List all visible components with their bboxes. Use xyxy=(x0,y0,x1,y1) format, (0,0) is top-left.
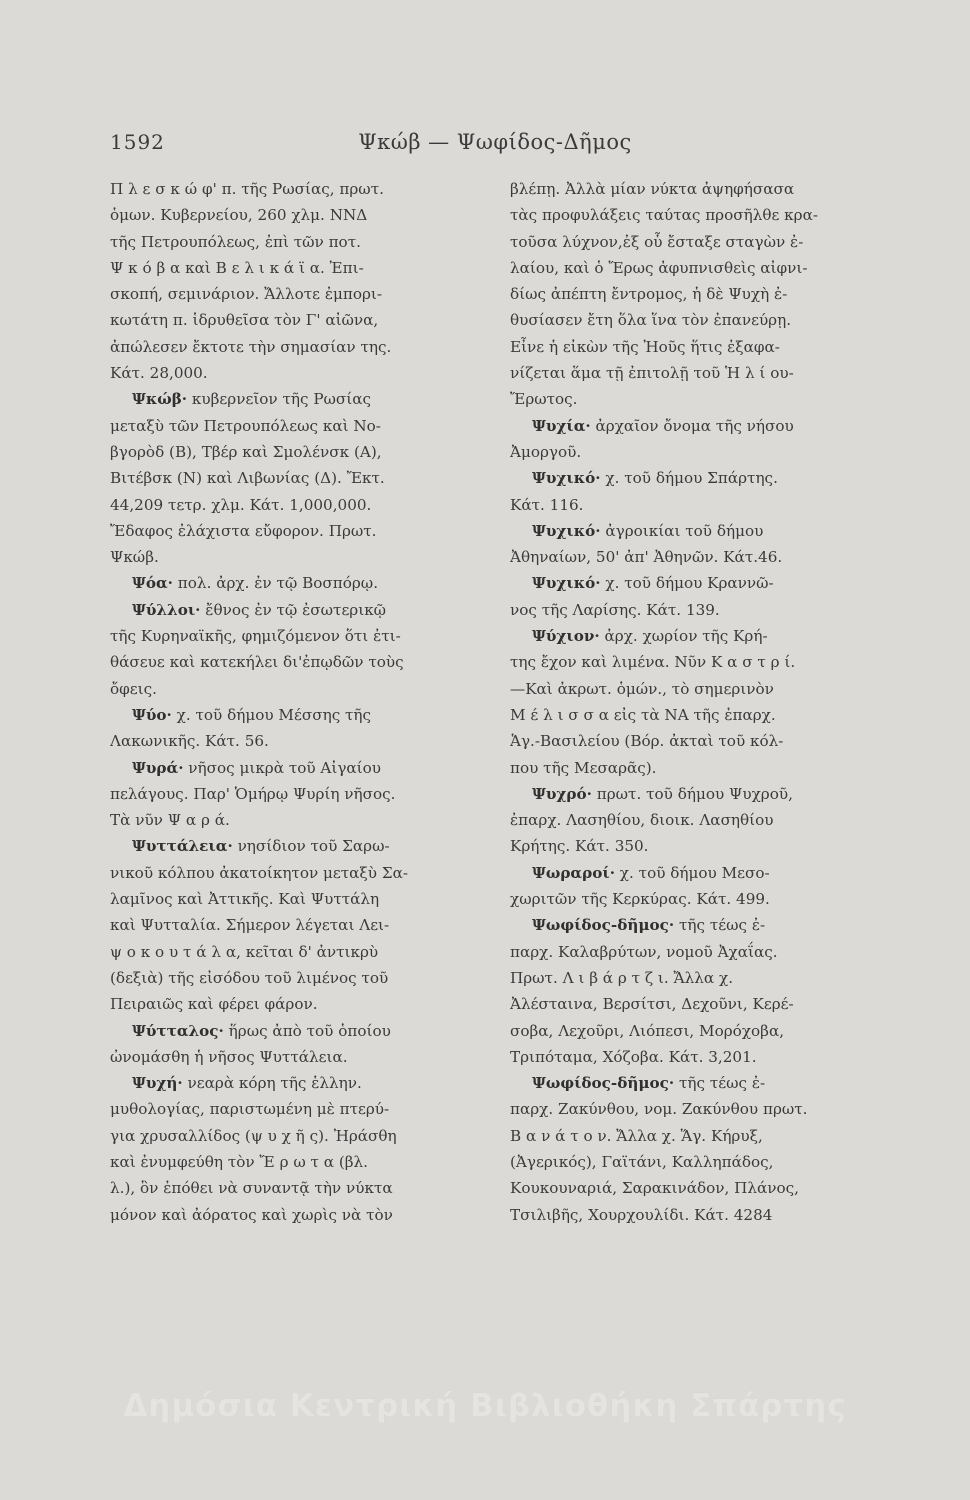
text-line xyxy=(510,833,880,859)
line-text: Β α ν ά τ ο ν. Ἄλλα χ. Ἅγ. Κήρυξ, xyxy=(510,1126,763,1145)
text-line xyxy=(110,281,490,307)
entry-headword: Ψύλλοι· xyxy=(132,600,201,619)
text-line xyxy=(110,360,490,386)
line-text: κωτάτη π. ἱδρυθεῖσα τὸν Γ' αἰῶνα, xyxy=(110,311,379,330)
text-line xyxy=(510,702,880,728)
text-line xyxy=(510,202,880,228)
text-line xyxy=(510,1149,880,1175)
line-text: νεαρὰ κόρη τῆς ἑλλην. xyxy=(182,1074,362,1093)
text-line xyxy=(110,465,490,491)
line-text: παρχ. Καλαβρύτων, νομοῦ Ἀχαΐας. xyxy=(510,942,778,961)
line-text: πελάγους. Παρ' Ὁμήρῳ Ψυρίη νῆσος. xyxy=(110,784,396,803)
line-text: τῆς Κυρηναϊκῆς, φημιζόμενον ὅτι ἐτι- xyxy=(110,627,401,646)
line-text: Μ έ λ ι σ σ α εἰς τὰ ΝΑ τῆς ἐπαρχ. xyxy=(510,705,776,724)
text-line xyxy=(110,439,490,465)
text-line xyxy=(110,860,490,886)
text-line xyxy=(110,702,490,728)
entry-headword: Ψυχικό· xyxy=(532,574,601,593)
line-text: μόνον καὶ ἀόρατος καὶ χωρὶς νὰ τὸν xyxy=(110,1205,393,1224)
text-line xyxy=(510,465,880,491)
text-line xyxy=(110,912,490,938)
line-text: Τριπόταμα, Χόζοβα. Κάτ. 3,201. xyxy=(510,1047,757,1066)
line-text: Ἁγ.-Βασιλείου (Βόρ. ἀκταὶ τοῦ κόλ- xyxy=(510,732,784,751)
line-text: Λακωνικῆς. Κάτ. 56. xyxy=(110,732,269,751)
line-text: τοῦσα λύχνον,ἐξ οὗ ἔσταξε σταγὼν ἐ- xyxy=(510,232,804,251)
line-text: ἐπαρχ. Λασηθίου, διοικ. Λασηθίου xyxy=(510,811,774,830)
text-line xyxy=(510,939,880,965)
line-text: καὶ Ψυτταλία. Σήμερον λέγεται Λει- xyxy=(110,916,390,935)
entry-headword: Ψόα· xyxy=(132,574,173,593)
text-line xyxy=(510,492,880,518)
line-text: θυσίασεν ἔτη ὅλα ἵνα τὸν ἐπανεύρῃ. xyxy=(510,311,792,330)
text-line xyxy=(110,1202,490,1228)
text-line xyxy=(110,965,490,991)
text-line xyxy=(510,1202,880,1228)
page-header xyxy=(110,130,880,170)
text-line xyxy=(510,755,880,781)
line-text: Ψκώβ. xyxy=(110,548,159,567)
left-column xyxy=(110,176,490,1228)
line-text: Τὰ νῦν Ψ α ρ ά. xyxy=(110,811,230,830)
line-text: (δεξιὰ) τῆς εἰσόδου τοῦ λιμένος τοῦ xyxy=(110,968,389,987)
text-line xyxy=(110,623,490,649)
line-text: σκοπή, σεμινάριον. Ἄλλοτε ἐμπορι- xyxy=(110,285,383,304)
text-line xyxy=(510,860,880,886)
text-line xyxy=(110,649,490,675)
text-line xyxy=(510,1070,880,1096)
text-line xyxy=(510,728,880,754)
library-watermark: Δημόσια Κεντρική Βιβλιοθήκη Σπάρτης xyxy=(123,1388,847,1424)
line-text: Πρωτ. Λ ι β ά ρ τ ζ ι. Ἄλλα χ. xyxy=(510,968,734,987)
line-text: νος τῆς Λαρίσης. Κάτ. 139. xyxy=(510,600,720,619)
line-text: θάσευε καὶ κατεκήλει δι'ἐπῳδῶν τοὺς xyxy=(110,653,404,672)
text-line xyxy=(110,1070,490,1096)
line-text: Βιτέβσκ (Ν) καὶ Λιβωνίας (Δ). Ἔκτ. xyxy=(110,469,385,488)
page-number: 1592 xyxy=(110,130,165,154)
text-line xyxy=(110,202,490,228)
entry-headword: Ψυρά· xyxy=(132,758,184,777)
entry-headword: Ψυχία· xyxy=(532,416,591,435)
line-text: χ. τοῦ δήμου Μεσο- xyxy=(614,863,770,882)
line-text: Κάτ. 28,000. xyxy=(110,364,208,383)
text-line xyxy=(110,1123,490,1149)
line-text: χ. τοῦ δήμου Σπάρτης. xyxy=(600,469,778,488)
text-line xyxy=(510,229,880,255)
text-line xyxy=(510,413,880,439)
text-line xyxy=(510,965,880,991)
text-line xyxy=(110,1175,490,1201)
text-line xyxy=(510,360,880,386)
text-line xyxy=(510,518,880,544)
line-text: Π λ ε σ κ ώ φ' π. τῆς Ρωσίας, πρωτ. xyxy=(110,180,384,198)
text-line xyxy=(510,623,880,649)
text-line xyxy=(110,307,490,333)
line-text: ὁμων. Κυβερνείου, 260 χλμ. ΝΝΔ xyxy=(110,206,368,225)
running-title: Ψκώβ — Ψωφίδος-Δῆμος xyxy=(358,130,632,154)
text-line xyxy=(110,492,490,518)
text-line xyxy=(510,597,880,623)
text-line xyxy=(510,1123,880,1149)
line-text: λαίου, καὶ ὁ Ἔρως ἀφυπνισθεὶς αἰφνι- xyxy=(510,258,808,277)
entry-headword: Ψωφίδος-δῆμος· xyxy=(532,916,675,935)
text-line xyxy=(510,386,880,412)
text-line xyxy=(510,176,880,202)
text-line xyxy=(510,1044,880,1070)
text-line xyxy=(110,807,490,833)
line-text: Εἶνε ἡ εἰκὼν τῆς Ἠοῦς ἥτις ἐξαφα- xyxy=(510,337,780,356)
entry-headword: Ψωραροί· xyxy=(532,863,615,882)
entry-headword: Ψύχιον· xyxy=(532,627,600,646)
line-text: Ἀθηναίων, 50' ἀπ' Ἀθηνῶν. Κάτ.46. xyxy=(510,548,783,567)
text-line xyxy=(110,676,490,702)
text-line xyxy=(110,886,490,912)
text-line xyxy=(110,991,490,1017)
text-line xyxy=(510,886,880,912)
line-text: τῆς τέως ἐ- xyxy=(674,1074,766,1093)
line-text: νικοῦ κόλπου ἀκατοίκητον μεταξὺ Σα- xyxy=(110,863,408,882)
text-line xyxy=(510,544,880,570)
text-line xyxy=(110,1149,490,1175)
line-text: τὰς προφυλάξεις ταύτας προσῆλθε κρα- xyxy=(510,206,818,225)
entry-headword: Ψύτταλος· xyxy=(132,1021,224,1040)
line-text: ἥρως ἀπὸ τοῦ ὁποίου xyxy=(223,1021,391,1040)
line-text: ἀρχ. χωρίον τῆς Κρή- xyxy=(599,627,768,646)
line-text: κυβερνεῖον τῆς Ρωσίας xyxy=(187,390,372,409)
text-line xyxy=(510,676,880,702)
line-text: μεταξὺ τῶν Πετρουπόλεως καὶ Νο- xyxy=(110,416,381,435)
entry-headword: Ψυττάλεια· xyxy=(132,837,233,856)
line-text: Κουκουναριά, Σαρακινάδον, Πλάνος, xyxy=(510,1179,800,1198)
line-text: (Ἀγερικός), Γαϊτάνι, Καλληπάδος, xyxy=(510,1152,774,1171)
entry-headword: Ψυχή· xyxy=(132,1074,183,1093)
line-text: 44,209 τετρ. χλμ. Κάτ. 1,000,000. xyxy=(110,495,372,514)
text-line xyxy=(510,991,880,1017)
line-text: νῆσος μικρὰ τοῦ Αἰγαίου xyxy=(183,758,382,777)
text-line xyxy=(510,255,880,281)
line-text: βλέπῃ. Ἀλλὰ μίαν νύκτα ἀψηφήσασα xyxy=(510,180,795,198)
line-text: λ.), ὃν ἐπόθει νὰ συναντᾷ τὴν νύκτα xyxy=(110,1179,393,1198)
entry-headword: Ψυχικό· xyxy=(532,521,601,540)
text-line xyxy=(110,544,490,570)
line-text: νησίδιον τοῦ Σαρω- xyxy=(232,837,390,856)
line-text: Ἔρωτος. xyxy=(510,390,578,409)
line-text: ὠνομάσθη ἡ νῆσος Ψυττάλεια. xyxy=(110,1047,348,1066)
line-text: της ἔχον καὶ λιμένα. Νῦν Κ α σ τ ρ ί. xyxy=(510,653,796,672)
line-text: χ. τοῦ δήμου Κραννῶ- xyxy=(600,574,774,593)
text-line xyxy=(110,1018,490,1044)
text-line xyxy=(110,1044,490,1070)
entry-headword: Ψύο· xyxy=(132,705,172,724)
line-text: ψ ο κ ο υ τ ά λ α, κεῖται δ' ἀντικρὺ xyxy=(110,942,379,961)
line-text: ὄφεις. xyxy=(110,679,157,698)
text-line xyxy=(510,307,880,333)
text-line xyxy=(110,334,490,360)
line-text: δίως ἀπέπτη ἔντρομος, ἡ δὲ Ψυχὴ ἐ- xyxy=(510,285,788,304)
line-text: Ψ κ ό β α καὶ Β ε λ ι κ ά ϊ α. Ἐπι- xyxy=(110,258,364,277)
entry-headword: Ψωφίδος-δῆμος· xyxy=(532,1074,675,1093)
text-line xyxy=(110,518,490,544)
line-text: βγορὸδ (Β), Τβέρ καὶ Σμολένσκ (Α), xyxy=(110,442,382,461)
line-text: Ἀμοργοῦ. xyxy=(510,442,582,461)
text-line xyxy=(110,755,490,781)
text-line xyxy=(110,255,490,281)
line-text: Κρήτης. Κάτ. 350. xyxy=(510,837,649,856)
line-text: ἔθνος ἐν τῷ ἐσωτερικῷ xyxy=(200,600,387,619)
text-line xyxy=(110,1096,490,1122)
line-text: τῆς Πετρουπόλεως, ἐπὶ τῶν ποτ. xyxy=(110,232,361,251)
right-column xyxy=(510,176,880,1228)
line-text: Ἀλέσταινα, Βερσίτσι, Δεχοῦνι, Κερέ- xyxy=(510,995,794,1014)
text-line xyxy=(110,597,490,623)
text-line xyxy=(510,807,880,833)
text-line xyxy=(110,939,490,965)
line-text: πολ. ἀρχ. ἐν τῷ Βοσπόρῳ. xyxy=(172,574,379,593)
text-line xyxy=(110,413,490,439)
line-text: Κάτ. 116. xyxy=(510,495,584,514)
line-text: Ἔδαφος ἐλάχιστα εὔφορον. Πρωτ. xyxy=(110,521,377,540)
text-line xyxy=(510,281,880,307)
line-text: ἀπώλεσεν ἔκτοτε τὴν σημασίαν της. xyxy=(110,337,392,356)
text-line xyxy=(510,912,880,938)
line-text: τῆς τέως ἐ- xyxy=(674,916,766,935)
line-text: καὶ ἐνυμφεύθη τὸν Ἔ ρ ω τ α (βλ. xyxy=(110,1152,369,1171)
text-line xyxy=(110,176,490,202)
text-line xyxy=(110,229,490,255)
line-text: —Καὶ ἀκρωτ. ὁμών., τὸ σημερινὸν xyxy=(510,679,774,698)
line-text: νίζεται ἅμα τῇ ἐπιτολῇ τοῦ Ἡ λ ί ου- xyxy=(510,364,794,383)
text-line xyxy=(510,1096,880,1122)
line-text: λαμῖνος καὶ Ἀττικῆς. Καὶ Ψυττάλη xyxy=(110,890,380,909)
entry-headword: Ψυχικό· xyxy=(532,469,601,488)
line-text: ἀρχαῖον ὄνομα τῆς νήσου xyxy=(590,416,794,435)
text-line xyxy=(510,334,880,360)
line-text: Τσιλιβῆς, Χουρχουλίδι. Κάτ. 4284 xyxy=(510,1205,773,1224)
text-line xyxy=(510,649,880,675)
line-text: παρχ. Ζακύνθου, νομ. Ζακύνθου πρωτ. xyxy=(510,1100,808,1119)
line-text: που τῆς Μεσαρᾶς). xyxy=(510,758,657,777)
line-text: μυθολογίας, παριστωμένη μὲ πτερύ- xyxy=(110,1100,390,1119)
text-line xyxy=(110,570,490,596)
line-text: χ. τοῦ δήμου Μέσσης τῆς xyxy=(171,705,372,724)
text-line xyxy=(110,833,490,859)
text-line xyxy=(510,781,880,807)
text-line xyxy=(110,781,490,807)
text-line xyxy=(110,728,490,754)
line-text: σοβα, Λεχοῦρι, Λιόπεσι, Μορόχοβα, xyxy=(510,1021,785,1040)
entry-headword: Ψκώβ· xyxy=(132,390,188,409)
text-line xyxy=(510,1175,880,1201)
entry-headword: Ψυχρό· xyxy=(532,784,592,803)
text-line xyxy=(110,386,490,412)
text-line xyxy=(510,570,880,596)
line-text: για χρυσαλλίδος (ψ υ χ ῆ ς). Ἠράσθη xyxy=(110,1126,397,1145)
line-text: πρωτ. τοῦ δήμου Ψυχροῦ, xyxy=(591,784,793,803)
line-text: ἀγροικίαι τοῦ δήμου xyxy=(600,521,764,540)
text-line xyxy=(510,1018,880,1044)
text-line xyxy=(510,439,880,465)
line-text: χωριτῶν τῆς Κερκύρας. Κάτ. 499. xyxy=(510,890,770,909)
line-text: Πειραιῶς καὶ φέρει φάρον. xyxy=(110,995,318,1014)
